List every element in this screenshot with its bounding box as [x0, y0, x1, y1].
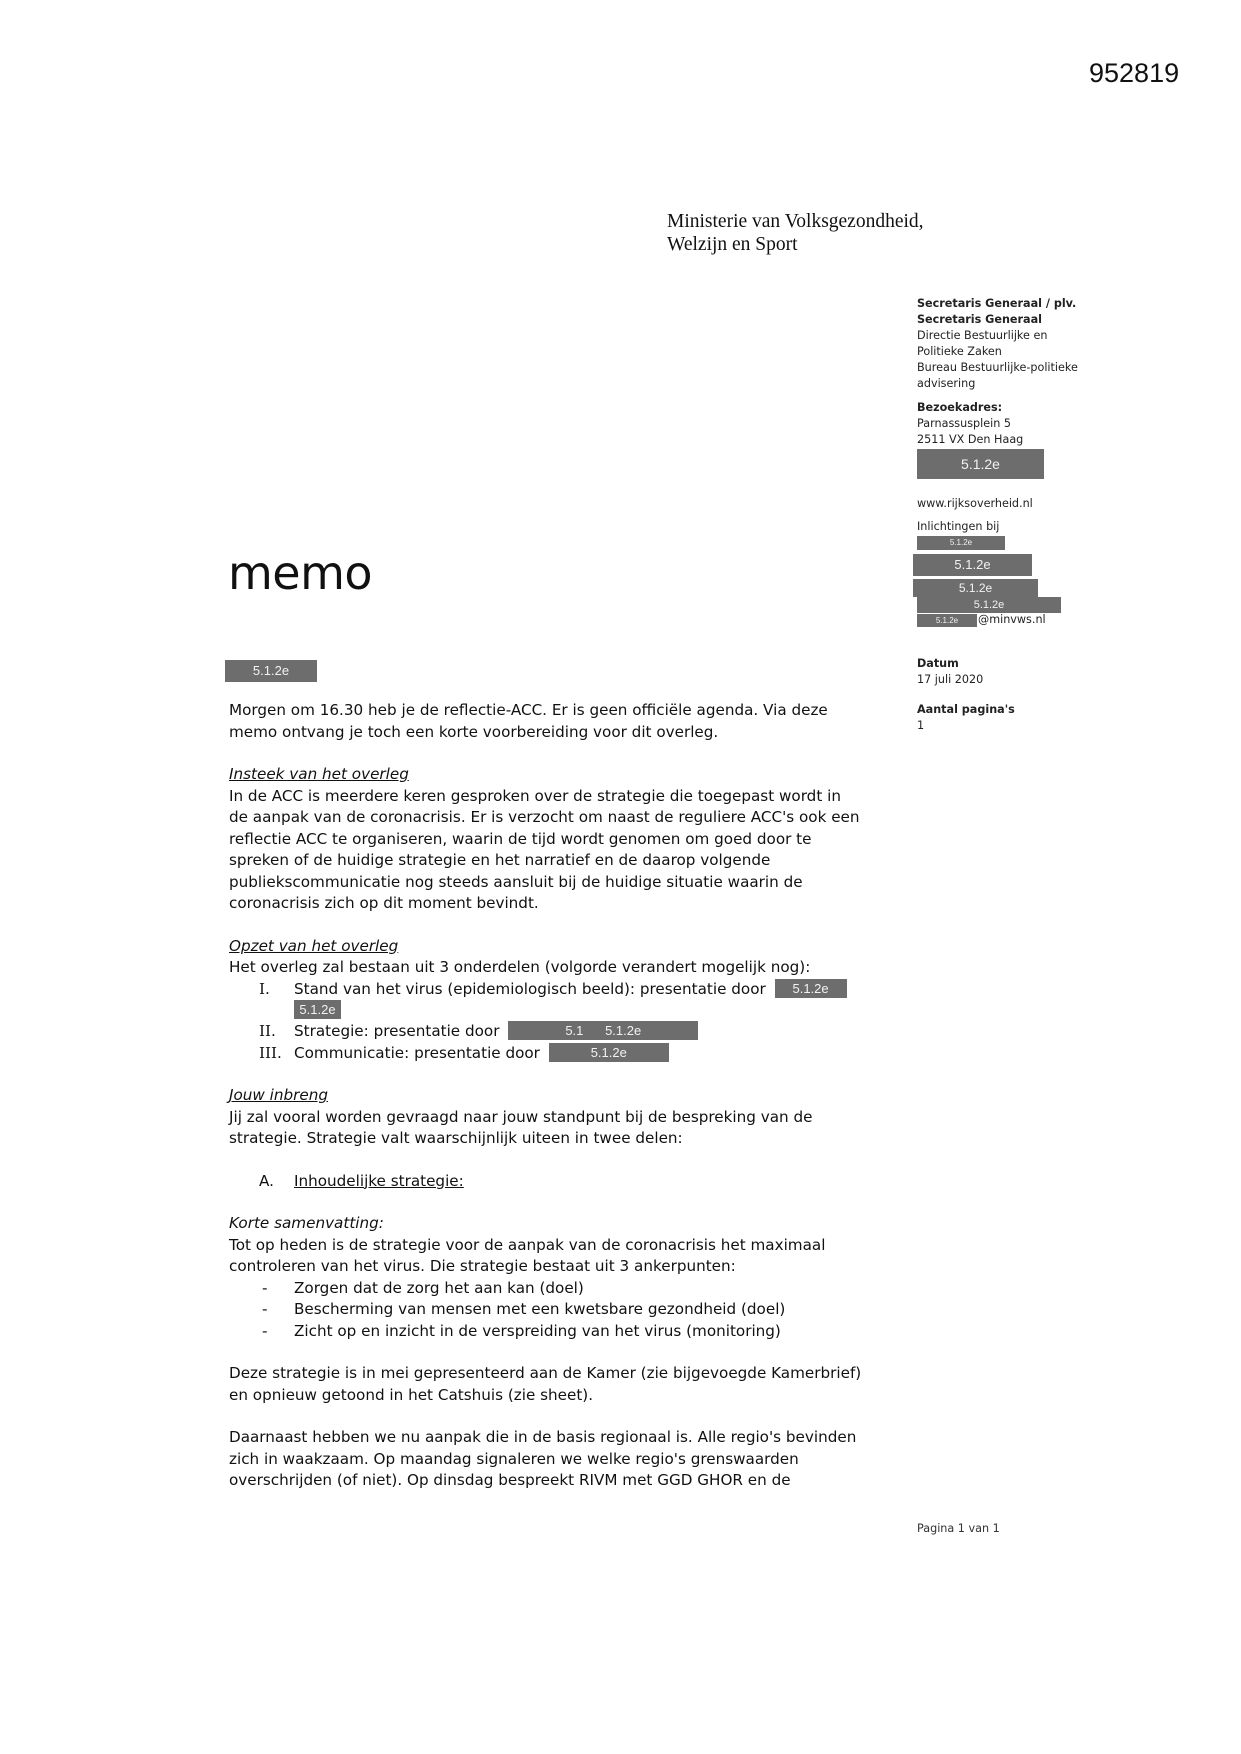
bullet-text: Zicht op en inzicht in de verspreiding van het virus (monitoring) — [294, 1321, 781, 1340]
bullet-item — [229, 1278, 909, 1300]
document-number: 952819 — [1089, 58, 1180, 88]
bullet-dash: - — [262, 1321, 268, 1340]
bullet-text: Zorgen dat de zorg het aan kan (doel) — [294, 1278, 584, 1297]
sidebar-org-line: Secretaris Generaal / plv. — [917, 297, 1077, 310]
ministry-line-1: Ministerie van Volksgezondheid, — [667, 211, 924, 232]
body-line: Daarnaast hebben we nu aanpak die in de basis regionaal is. Alle regio's bevinden — [229, 1428, 857, 1446]
sidebar-pages — [917, 702, 1015, 734]
list-item-text: Communicatie: presentatie door — [294, 1043, 540, 1062]
body-line: Het overleg zal bestaan uit 3 onderdelen (volgorde verandert mogelijk nog): — [229, 958, 811, 976]
memo-title: memo — [228, 546, 373, 600]
sidebar-org-line: Directie Bestuurlijke en — [917, 329, 1048, 342]
redaction-box: 5.1.2e — [294, 1000, 341, 1019]
body-line: coronacrisis zich op dit moment bevindt. — [229, 894, 539, 912]
list-marker: III. — [259, 1043, 282, 1062]
body-line: de aanpak van de coronacrisis. Er is verzocht om naast de reguliere ACC's ook een — [229, 808, 860, 826]
bullet-dash: - — [262, 1300, 268, 1318]
redaction-box: 5.1.2e — [913, 554, 1032, 576]
sidebar-org-line: Bureau Bestuurlijke-politieke — [917, 361, 1078, 374]
body-line: en opnieuw getoond in het Catshuis (zie sheet). — [229, 1385, 594, 1404]
section-heading-inbreng: Jouw inbreng — [229, 1086, 328, 1104]
list-item-continuation — [229, 1000, 909, 1021]
bullet-item — [229, 1299, 909, 1321]
body-line: Tot op heden is de strategie voor de aanpak van de coronacrisis het maximaal — [229, 1235, 826, 1254]
list-marker: A. — [259, 1171, 274, 1190]
redaction-box: 5.1.2e — [775, 979, 847, 998]
redaction-box: 5.1.2e — [917, 597, 1061, 613]
date-label: Datum — [917, 657, 959, 670]
bullet-text: Bescherming van mensen met een kwetsbare gezondheid (doel) — [294, 1300, 786, 1318]
pagination: Pagina 1 van 1 — [917, 1522, 1000, 1535]
body-line: strategie. Strategie valt waarschijnlijk uiteen in twee delen: — [229, 1129, 683, 1147]
visit-line: Parnassusplein 5 — [917, 417, 1011, 430]
visit-label: Bezoekadres: — [917, 401, 1003, 414]
sidebar-org — [917, 296, 1078, 392]
website: www.rijksoverheid.nl — [917, 497, 1033, 510]
ministry-name — [667, 210, 924, 256]
list-item-text: Stand van het virus (epidemiologisch beeld): presentatie door — [294, 979, 766, 998]
redaction-box: 5.1.2e — [917, 536, 1005, 550]
bullet-dash: - — [262, 1278, 268, 1297]
sidebar-date — [917, 656, 983, 688]
email-suffix: @minvws.nl — [978, 613, 1046, 626]
body-line: memo ontvang je toch een korte voorbereiding voor dit overleg. — [229, 722, 719, 741]
list-item-text: Strategie: presentatie door — [294, 1022, 500, 1040]
list-item — [229, 1043, 909, 1065]
addressee-redaction: 5.1.2e — [225, 660, 317, 682]
body-line: Morgen om 16.30 heb je de reflectie-ACC. Er is geen officiële agenda. Via deze — [229, 701, 828, 719]
body-line: zich in waakzaam. Op maandag signaleren we welke regio's grenswaarden — [229, 1449, 799, 1468]
body-line: In de ACC is meerdere keren gesproken over de strategie die toegepast wordt in — [229, 786, 841, 805]
redaction-box: 5.1.2e — [917, 449, 1044, 479]
section-heading-samenvatting: Korte samenvatting: — [229, 1214, 384, 1232]
pages-label: Aantal pagina's — [917, 703, 1015, 716]
list-item — [229, 1021, 909, 1043]
list-item-text: Inhoudelijke strategie: — [294, 1171, 464, 1190]
redaction-box: 5.1.2e — [549, 1043, 669, 1062]
body-line: controleren van het virus. Die strategie bestaat uit 3 ankerpunten: — [229, 1257, 736, 1275]
bullet-item — [229, 1321, 909, 1343]
sidebar-org-line: Politieke Zaken — [917, 345, 1002, 358]
redaction-code: 5.1.2e — [605, 1023, 642, 1038]
list-marker: II. — [259, 1022, 276, 1040]
body-line: overschrijden (of niet). Op dinsdag bespreekt RIVM met GGD GHOR en de — [229, 1471, 791, 1489]
body-line: reflectie ACC te organiseren, waarin de tijd wordt genomen om goed door te — [229, 829, 812, 848]
list-marker: I. — [259, 979, 270, 998]
body-line: spreken of de huidige strategie en het narratief en de daarop volgende — [229, 851, 771, 869]
date-value: 17 juli 2020 — [917, 673, 984, 686]
list-item — [229, 979, 909, 1001]
redaction-code-51: 5.1 — [565, 1023, 584, 1038]
sidebar-visit-address — [917, 400, 1023, 448]
list-item — [229, 1171, 909, 1193]
visit-line: 2511 VX Den Haag — [917, 433, 1024, 446]
ministry-line-2: Welzijn en Sport — [667, 234, 798, 255]
redaction-box: 5.1.2e — [917, 614, 977, 627]
body-line: Jij zal vooral worden gevraagd naar jouw standpunt bij de bespreking van de — [229, 1107, 813, 1126]
redaction-box: 5.1.2e — [913, 579, 1038, 597]
sidebar-org-line: Secretaris Generaal — [917, 313, 1042, 326]
redaction-box — [508, 1021, 698, 1040]
info-label: Inlichtingen bij — [917, 520, 1000, 533]
body-line: publiekscommunicatie nog steeds aansluit bij de huidige situatie waarin de — [229, 872, 803, 891]
section-heading-insteek: Insteek van het overleg — [229, 765, 409, 783]
section-heading-opzet: Opzet van het overleg — [229, 936, 399, 955]
memo-body — [229, 700, 909, 1492]
body-line: Deze strategie is in mei gepresenteerd aan de Kamer (zie bijgevoegde Kamerbrief) — [229, 1364, 862, 1382]
sidebar-org-line: advisering — [917, 377, 976, 390]
pages-value: 1 — [917, 719, 925, 732]
